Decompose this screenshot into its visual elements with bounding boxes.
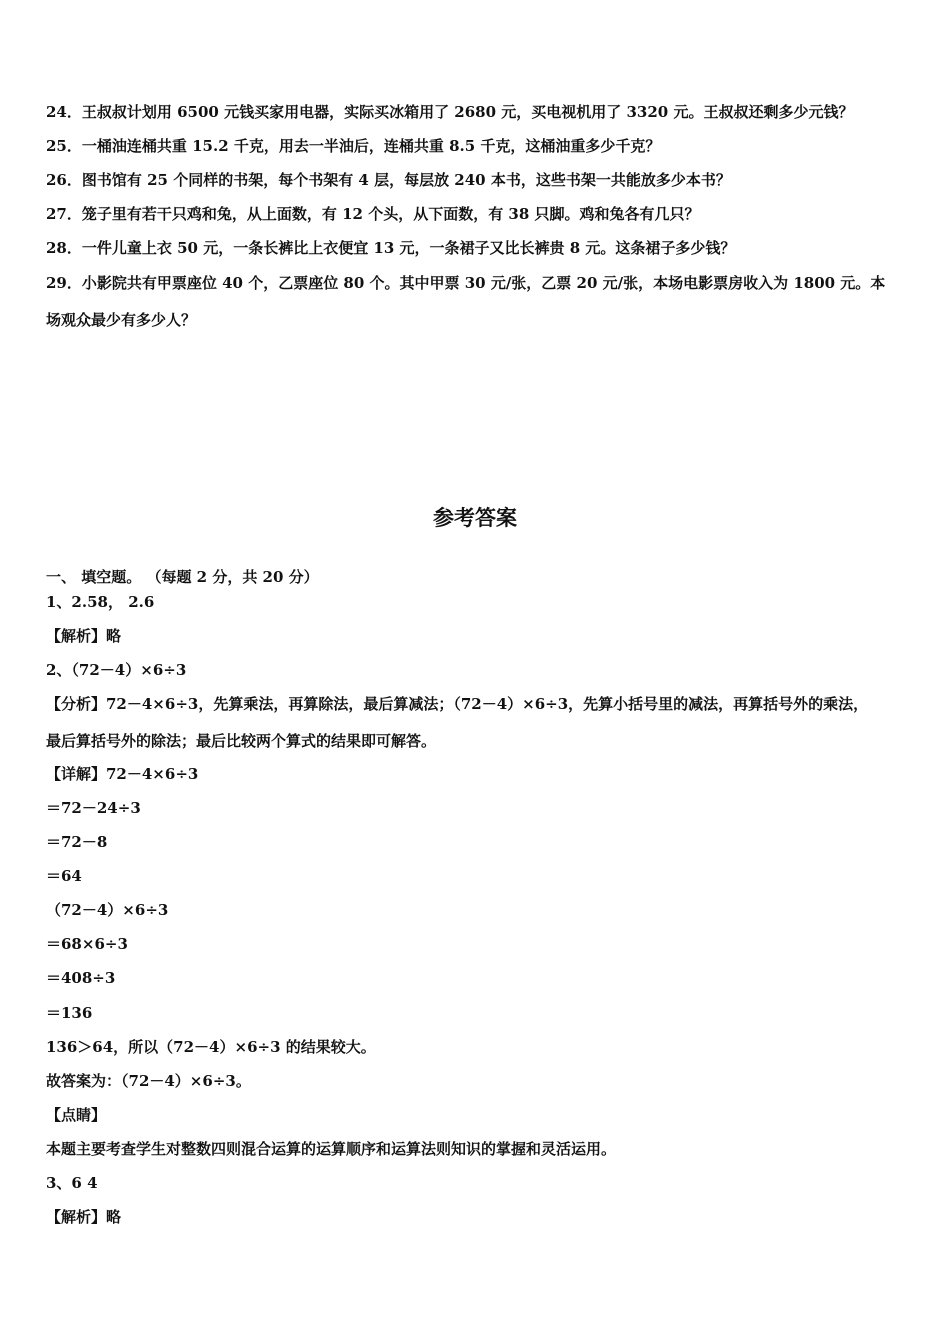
answer-3: 3、6 4 [46, 1174, 98, 1192]
calc-step: （72－4）×6÷3 [46, 901, 169, 919]
question-24: 24．王叔叔计划用 6500 元钱买家用电器，实际买冰箱用了 2680 元，买电视机用了 3320 元。王叔叔还剩多少元钱？ [46, 103, 854, 121]
comment-label: 【点睛】 [46, 1106, 107, 1124]
question-29-line-1: 29．小影院共有甲票座位 40 个，乙票座位 80 个。其中甲票 30 元/张，乙票 20 元/张，本场电影票房收入为 1800 元。本 [46, 274, 886, 292]
answer-2-detail: 【详解】72－4×6÷3 [46, 765, 199, 783]
answer-1: 1、2.58， 2.6 [46, 593, 155, 611]
calc-step: ＝136 [46, 1004, 93, 1022]
calc-step: ＝408÷3 [46, 969, 116, 987]
answer-3-analysis: 【解析】略 [46, 1208, 122, 1226]
answer-2-analysis-line-1: 【分析】72－4×6÷3，先算乘法，再算除法，最后算减法；（72－4）×6÷3，先算小括号里的减法，再算括号外的乘法， [46, 695, 869, 713]
question-28: 28．一件儿童上衣 50 元，一条长裤比上衣便宜 13 元，一条裙子又比长裤贵 8 元。这条裙子多少钱？ [46, 239, 736, 257]
answer-1-analysis: 【解析】略 [46, 627, 122, 645]
calc-step: ＝68×6÷3 [46, 935, 128, 953]
answer-2: 2、（72－4）×6÷3 [46, 661, 187, 679]
question-27: 27．笼子里有若干只鸡和兔，从上面数，有 12 个头，从下面数，有 38 只脚。鸡和兔各有几只？ [46, 205, 700, 223]
question-26: 26．图书馆有 25 个同样的书架，每个书架有 4 层，每层放 240 本书，这些书架一共能放多少本书？ [46, 171, 731, 189]
section-header-fill-in: 一、 填空题。 （每题 2 分，共 20 分） [46, 568, 319, 586]
calc-step: ＝72－8 [46, 833, 108, 851]
answer-2-analysis-line-2: 最后算括号外的除法；最后比较两个算式的结果即可解答。 [46, 732, 437, 750]
calc-step: ＝72－24÷3 [46, 799, 141, 817]
question-29-line-2: 场观众最少有多少人？ [46, 311, 197, 329]
comparison-result: 136＞64，所以（72－4）×6÷3 的结果较大。 [46, 1038, 376, 1056]
final-answer: 故答案为：（72－4）×6÷3。 [46, 1072, 251, 1090]
answer-section-title: 参考答案 [433, 505, 517, 530]
question-25: 25．一桶油连桶共重 15.2 千克，用去一半油后，连桶共重 8.5 千克，这桶油重多少千克？ [46, 137, 661, 155]
comment-text: 本题主要考查学生对整数四则混合运算的运算顺序和运算法则知识的掌握和灵活运用。 [46, 1140, 617, 1158]
calc-step: ＝64 [46, 867, 82, 885]
